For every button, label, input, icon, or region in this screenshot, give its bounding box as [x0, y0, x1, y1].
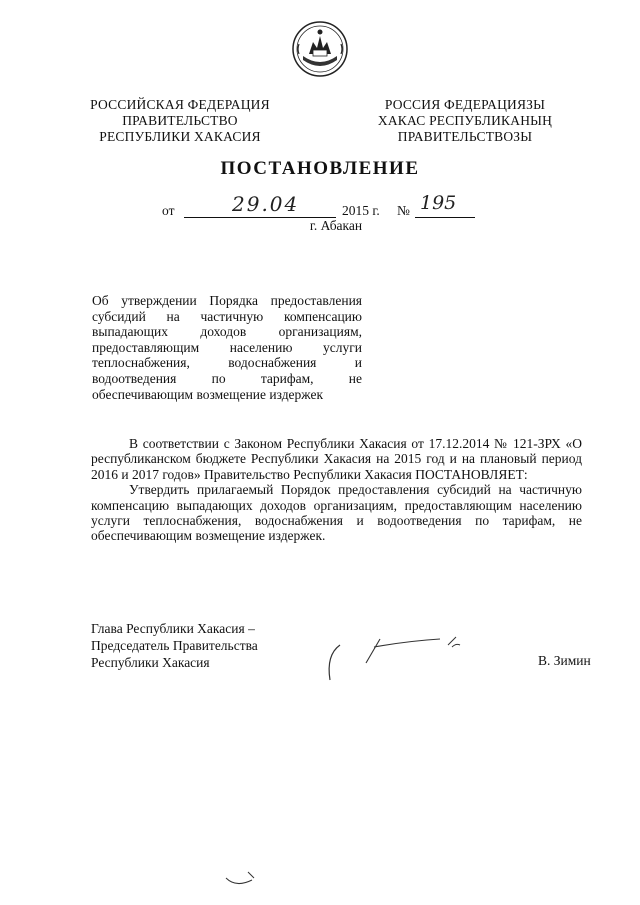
number-handwritten: 195 — [420, 192, 457, 214]
header-right-line: ПРАВИТЕЛЬСТВОЗЫ — [397, 129, 533, 144]
header-right-line: РОССИЯ ФЕДЕРАЦИЯЗЫ — [384, 97, 546, 112]
signatory-name: В. Зимин — [538, 653, 591, 668]
subject: Об утверждении Порядка предоставления субсидий на частичную компенсацию выпадающих доходов организациям, предоставляющим населению услуги теплоснабжения, водоснабжения и водоотведения по тарифам, не обеспечивающим возмещение издержек — [92, 293, 362, 402]
handwritten-mark-icon — [222, 868, 262, 892]
signatory-line: Председатель Правительства — [91, 638, 258, 653]
signatory-line: Республики Хакасия — [91, 655, 210, 670]
header-left-line: РЕСПУБЛИКИ ХАКАСИЯ — [99, 129, 261, 144]
year-text: 2015 г. — [342, 203, 380, 218]
signature-icon — [318, 625, 478, 685]
signatory-line: Глава Республики Хакасия – — [91, 621, 255, 636]
number-prefix: № — [397, 203, 410, 218]
body-paragraph: В соответствии с Законом Республики Хакасия от 17.12.2014 № 121-ЗРХ «О республиканском бюджете Республики Хакасия на 2015 год и на плановый период 2016 и 2017 годов» Правительство Республики Хакасия ПОСТАНОВЛЯЕТ: — [91, 436, 582, 482]
city: г. Абакан — [309, 218, 363, 233]
header-right — [355, 97, 575, 145]
header-left-line: ПРАВИТЕЛЬСТВО — [122, 113, 238, 128]
signatory-title — [91, 620, 291, 671]
body-paragraph: Утвердить прилагаемый Порядок предоставления субсидий на частичную компенсацию выпадающих доходов организациям, предоставляющим населению услуги теплоснабжения, водоснабжения и водоотведения по тарифам, не обеспечивающим возмещение издержек. — [91, 482, 582, 544]
header-left-line: РОССИЙСКАЯ ФЕДЕРАЦИЯ — [90, 97, 270, 112]
date-prefix: от — [162, 203, 175, 218]
document-title: ПОСТАНОВЛЕНИЕ — [220, 158, 420, 179]
coat-of-arms-icon — [291, 20, 349, 78]
header-right-line: ХАКАС РЕСПУБЛИКАНЫҢ — [377, 113, 553, 128]
body-text — [91, 436, 582, 544]
header-left — [80, 97, 280, 145]
date-handwritten: 29.04 — [232, 192, 300, 216]
